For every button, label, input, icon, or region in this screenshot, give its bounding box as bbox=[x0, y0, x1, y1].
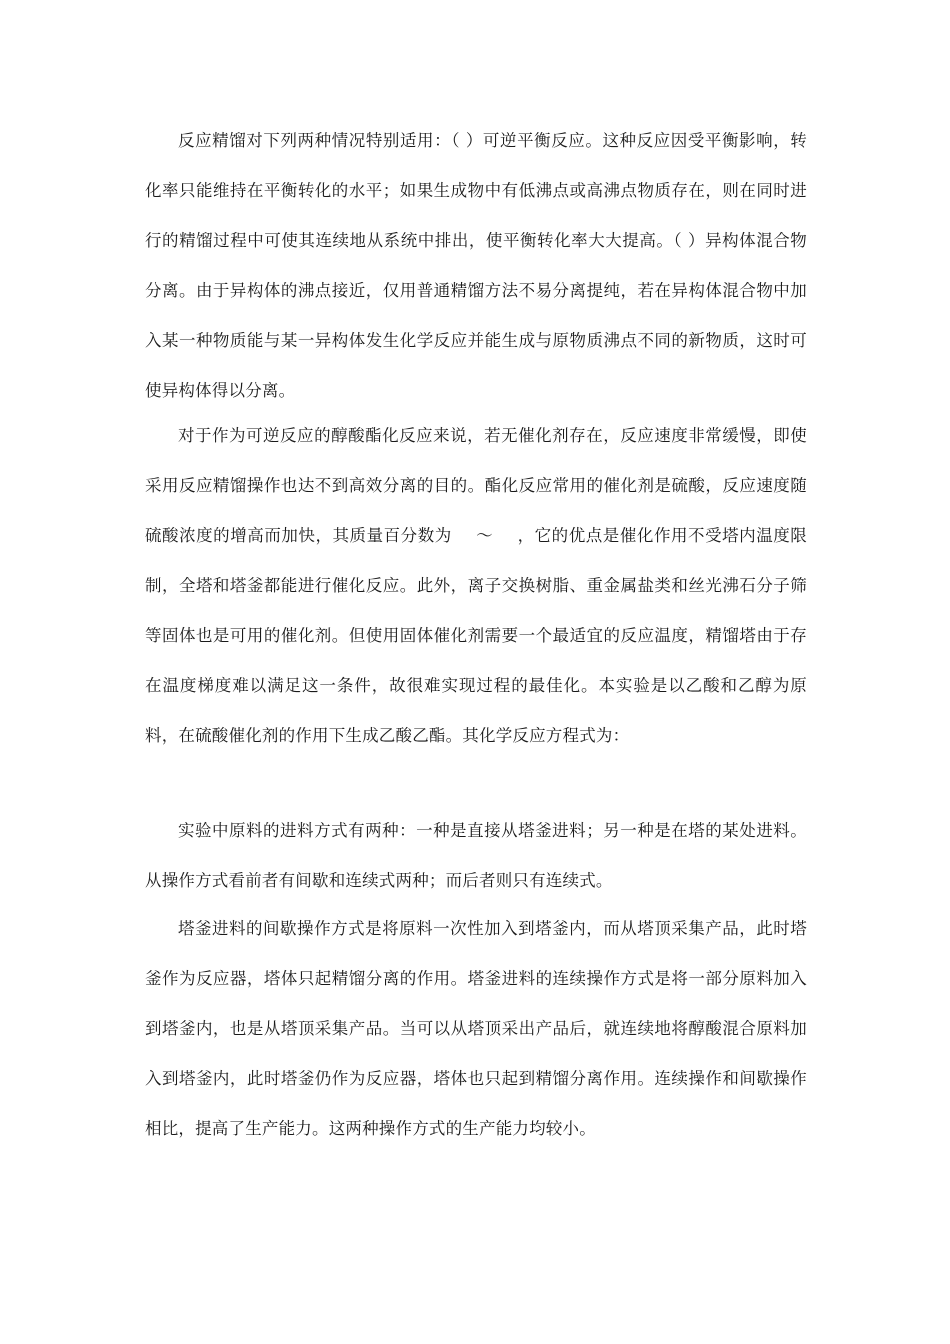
catalyst-text-after: ，它的优点是催化作用不受塔内温度限制，全塔和塔釜都能进行催化反应。此外，离子交换树脂、重金属盐类和丝光沸石分子筛等固体也是可用的催化剂。但使用固体催化剂需要一个最适宜的反应温度，精馏塔由于存在温度梯度难以满足这一条件，故很难实现过程的最佳化。本实验是以乙酸和乙醇为原料，在硫酸催化剂的作用下生成乙酸乙酯。其化学反应方程式为： bbox=[145, 526, 808, 745]
paragraph-operation-modes: 塔釜进料的间歇操作方式是将原料一次性加入到塔釜内，而从塔顶采集产品，此时塔釜作为反应器，塔体只起精馏分离的作用。塔釜进料的连续操作方式是将一部分原料加入到塔釜内，也是从塔顶采集产品。当可以从塔顶采出产品后，就连续地将醇酸混合原料加入到塔釜内，此时塔釜仍作为反应器，塔体也只起到精馏分离作用。连续操作和间歇操作相比，提高了生产能力。这两种操作方式的生产能力均较小。 bbox=[145, 919, 807, 1138]
paragraph-esterification-catalysts bbox=[145, 411, 807, 761]
paragraph-feed-methods: 实验中原料的进料方式有两种：一种是直接从塔釜进料；另一种是在塔的某处进料。从操作方式看前者有间歇和连续式两种；而后者则只有连续式。 bbox=[145, 821, 807, 890]
paragraph-reactive-distillation-applications: 反应精馏对下列两种情况特别适用：（ ）可逆平衡反应。这种反应因受平衡影响，转化率只能维持在平衡转化的水平；如果生成物中有低沸点或高沸点物质存在，则在同时进行的精馏过程中可使其连续地从系统中排出，使平衡转化率大大提高。（ ）异构体混合物分离。由于异构体的沸点接近，仅用普通精馏方法不易分离提纯，若在异构体混合物中加入某一种物质能与某一异构体发生化学反应并能生成与原物质沸点不同的新物质，这时可使异构体得以分离。 bbox=[145, 131, 807, 400]
catalyst-text-before: 对于作为可逆反应的醇酸酯化反应来说，若无催化剂存在，反应速度非常缓慢，即使采用反应精馏操作也达不到高效分离的目的。酯化反应常用的催化剂是硫酸，反应速度随硫酸浓度的增高而加快，其质量百分数为 bbox=[145, 426, 807, 545]
range-tilde: ～ bbox=[475, 526, 494, 545]
